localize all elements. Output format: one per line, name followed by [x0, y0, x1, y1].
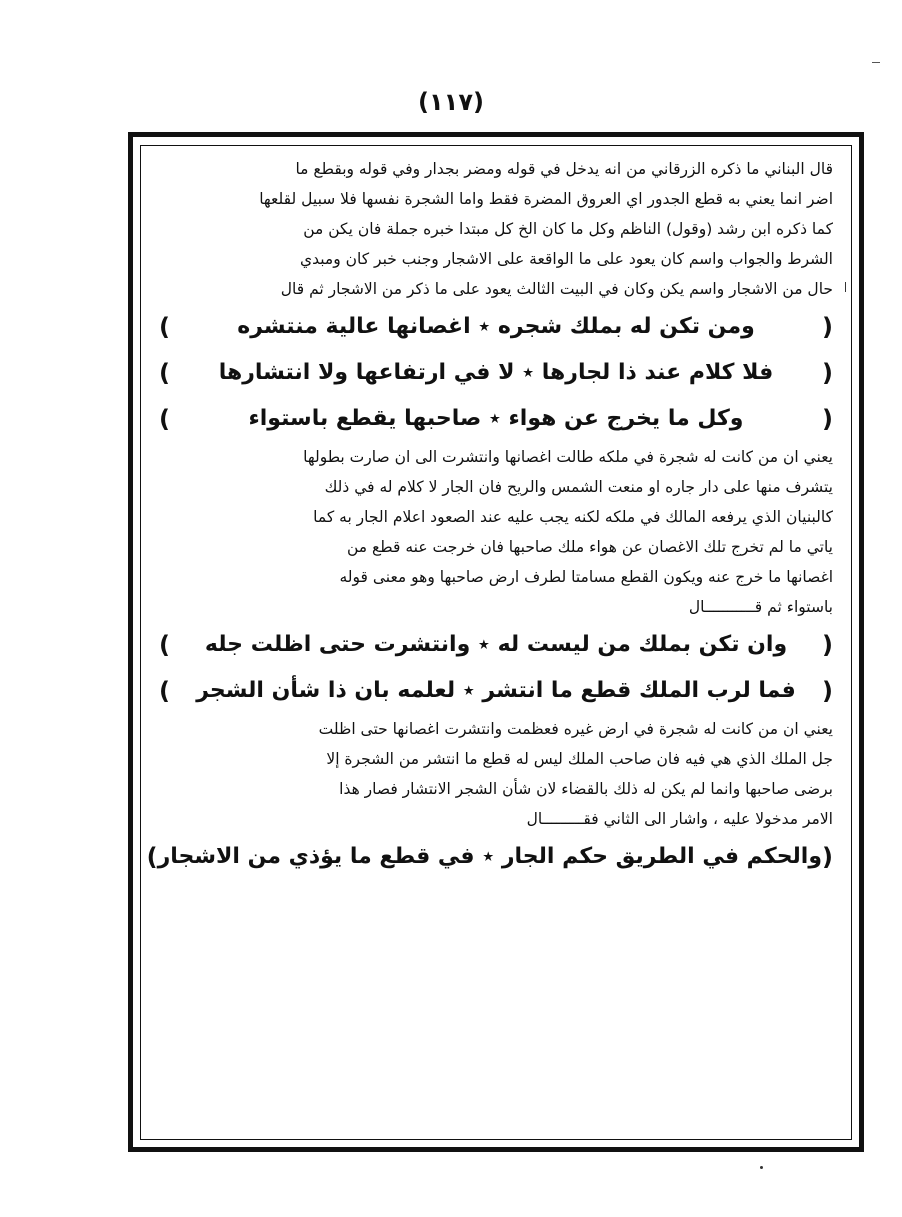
prose-line: يتشرف منها على دار جاره او منعت الشمس والريح فان الجار لا كلام له في ذلك: [324, 478, 833, 496]
verse-line: [159, 350, 833, 396]
margin-tick: [872, 62, 880, 63]
verse-paren-open: (: [822, 359, 833, 387]
verse-text: وكل ما يخرج عن هواء ٭ صاحبها يقطع باستواء: [248, 406, 744, 431]
page-number: (١١٧): [418, 88, 484, 116]
verse-paren-close: ): [159, 631, 170, 659]
verse-paren-close: ): [159, 313, 170, 341]
prose-line: يعني ان من كانت له شجرة في ملكه طالت اغصانها وانتشرت الى ان صارت بطولها: [303, 448, 833, 466]
verse-line: [159, 396, 833, 442]
prose-line: برضى صاحبها وانما لم يكن له ذلك بالقضاء لان شأن الشجر الانتشار فصار هذا: [339, 780, 833, 798]
verse-line: [146, 834, 833, 880]
stray-dot: [760, 1166, 763, 1169]
prose-line: اغصانها ما خرج عنه ويكون القطع مسامتا لطرف ارض صاحبها وهو معنى قوله: [339, 568, 833, 586]
verse-text: وان تكن بملك من ليست له ٭ وانتشرت حتى اظلت جله: [204, 632, 788, 657]
prose-line: اضر انما يعني به قطع الجدور اي العروق المضرة فقط واما الشجرة نفسها فلا سبيل لقلعها: [259, 190, 833, 208]
verse-paren-close: ): [146, 843, 158, 871]
verse-text: والحكم في الطريق حكم الجار ٭ في قطع ما يؤذي من الاشجار: [157, 844, 823, 869]
prose-line: الشرط والجواب واسم كان يعود على ما الواقعة على الاشجار وجنب خبر كان ومبدي: [299, 250, 833, 268]
prose-line: كالبنيان الذي يرفعه المالك في ملكه لكنه يجب عليه عند الصعود اعلام الجار به كما: [313, 508, 833, 526]
prose-line: الامر مدخولا عليه ، واشار الى الثاني فقـــــــــال: [526, 810, 833, 828]
prose-line: قال البناني ما ذكره الزرقاني من انه يدخل في قوله ومضر بجدار وفي قوله وبقطع ما: [295, 160, 833, 178]
verse-text: فما لرب الملك قطع ما انتشر ٭ لعلمه بان ذا شأن الشجر: [196, 678, 796, 703]
verse-paren-open: (: [822, 631, 833, 659]
verse-line: [159, 622, 833, 668]
verse-text: فلا كلام عند ذا لجارها ٭ لا في ارتفاعها ولا انتشارها: [218, 360, 774, 385]
verse-paren-open: (: [822, 405, 833, 433]
verse-line: [159, 668, 833, 714]
verse-paren-close: ): [159, 359, 170, 387]
text-block: [140, 145, 852, 1140]
prose-line: باستواء ثم قـــــــــــال: [688, 598, 833, 616]
prose-line: حال من الاشجار واسم يكن وكان في البيت الثالث يعود على ما ذكر من الاشجار ثم قال: [280, 280, 833, 298]
prose-line: كما ذكره ابن رشد (وقول) الناظم وكل ما كان الخ كل مبتدا خبره جملة فان يكن من: [303, 220, 833, 238]
verse-paren-open: (: [822, 843, 833, 871]
prose-line: ياتي ما لم تخرج تلك الاغصان عن هواء ملك صاحبها فان خرجت عنه قطع من: [347, 538, 833, 556]
prose-line: يعني ان من كانت له شجرة في ارض غيره فعظمت وانتشرت اغصانها حتى اظلت: [318, 720, 833, 738]
verse-paren-close: ): [159, 677, 170, 705]
verse-line: [159, 304, 833, 350]
verse-paren-open: (: [822, 677, 833, 705]
verse-paren-open: (: [822, 313, 833, 341]
prose-line: جل الملك الذي هي فيه فان صاحب الملك ليس له قطع ما انتشر من الشجرة إلا: [326, 750, 833, 768]
verse-paren-close: ): [159, 405, 170, 433]
verse-text: ومن تكن له بملك شجره ٭ اغصانها عالية منتشره: [237, 314, 755, 339]
